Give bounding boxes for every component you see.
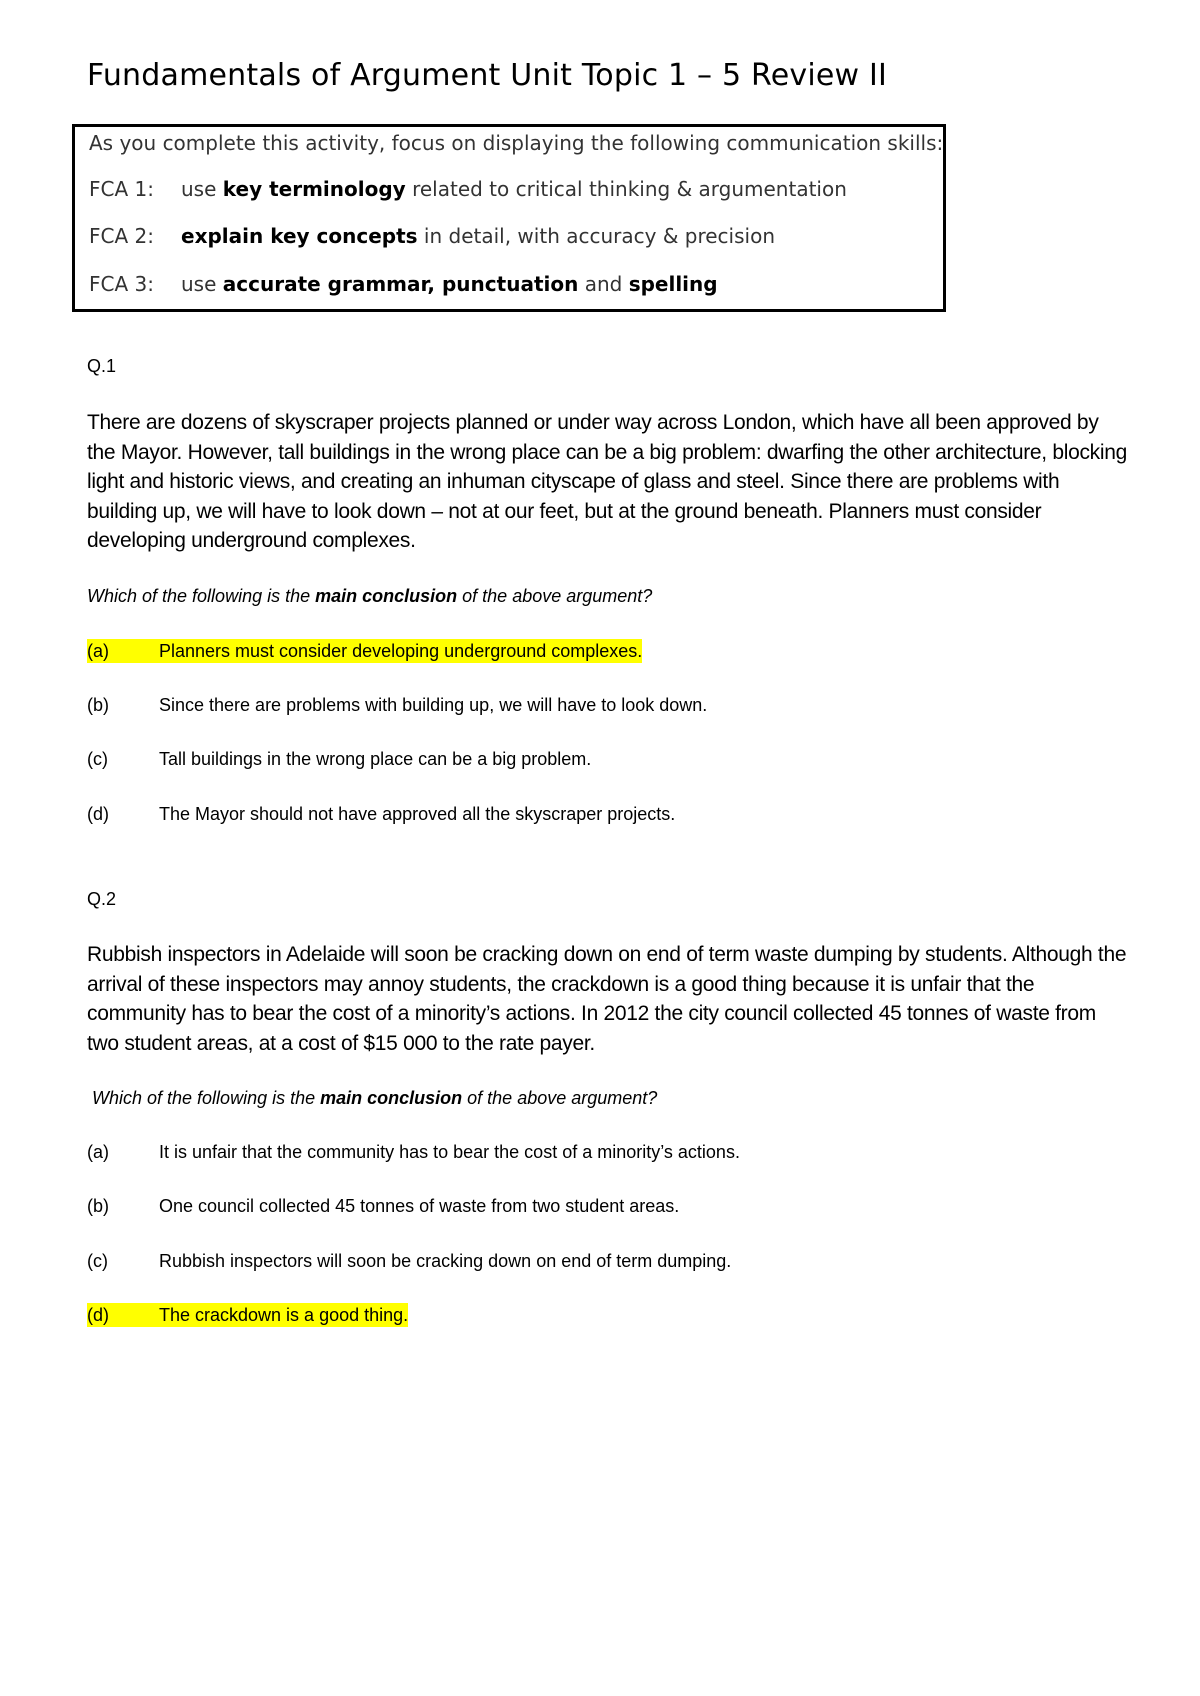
question-1-option-a [87,641,642,662]
prompt-emphasis: main conclusion [320,1088,463,1108]
question-1-label: Q.1 [87,356,117,376]
question-1-prompt [87,586,652,607]
option-letter: (a) [87,641,109,661]
question-2-passage: Rubbish inspectors in Adelaide will soon be cracking down on end of term waste dumping by students. Although the arrival of these inspectors may annoy students, the crackdown is a good thing because it is unfair that the community has to bear the cost of a minority’s actions. In 2012 the city council collected 45 tonnes of waste from two student areas, at a cost of $15 000 to the rate payer. [87,943,1127,1055]
highlighted-answer [87,1303,408,1327]
prompt-emphasis: main conclusion [315,586,458,606]
prompt-text: of the above argument? [462,1088,658,1108]
option-letter: (c) [87,1251,108,1271]
option-text: The Mayor should not have approved all the skyscraper projects. [159,804,676,824]
skills-box [72,124,946,312]
skill-code: FCA 3: [89,272,154,296]
option-letter: (d) [87,1305,109,1325]
option-text: It is unfair that the community has to bear the cost of a minority’s actions. [159,1142,740,1162]
question-2-prompt [92,1088,657,1109]
page-title: Fundamentals of Argument Unit Topic 1 – 5 Review II [87,58,888,93]
skill-keyword: key terminology [222,177,406,201]
option-text: Tall buildings in the wrong place can be a big problem. [159,749,592,769]
question-2-option-a [87,1142,740,1163]
skill-row-fca3 [89,272,718,296]
skill-text: in detail, with accuracy & precision [417,224,775,248]
skill-text: use [181,272,223,296]
option-letter: (c) [87,749,108,769]
skill-text: use [181,177,223,201]
question-2-option-d [87,1305,408,1326]
option-text: The crackdown is a good thing. [159,1305,409,1325]
highlighted-answer [87,639,642,663]
skill-text: related to critical thinking & argumentation [405,177,847,201]
skill-keyword: spelling [628,272,718,296]
skill-row-fca1 [89,177,847,201]
skill-keyword: explain key concepts [181,224,418,248]
option-letter: (b) [87,1196,109,1216]
question-1-option-c [87,749,591,770]
option-text: One council collected 45 tonnes of waste from two student areas. [159,1196,680,1216]
option-letter: (b) [87,695,109,715]
question-2-option-c [87,1251,731,1272]
option-text: Planners must consider developing underground complexes. [159,641,643,661]
question-1-option-d [87,804,675,825]
question-1-passage: There are dozens of skyscraper projects planned or under way across London, which have all been approved by the Mayor. However, tall buildings in the wrong place can be a big problem: dwarfing the other architecture, blocking light and historic views, and creating an inhuman cityscape of glass and steel. Since there are problems with building up, we will have to look down – not at our feet, but at the ground beneath. Planners must consider developing underground complexes. [87,411,1128,552]
skill-text: and [578,272,629,296]
skill-code: FCA 1: [89,177,154,201]
option-text: Since there are problems with building up, we will have to look down. [159,695,708,715]
prompt-text: Which of the following is the [87,586,316,606]
option-letter: (d) [87,804,109,824]
option-letter: (a) [87,1142,109,1162]
option-text: Rubbish inspectors will soon be cracking down on end of term dumping. [159,1251,732,1271]
skills-intro: As you complete this activity, focus on displaying the following communication skills: [89,131,944,155]
prompt-text: Which of the following is the [92,1088,321,1108]
question-1-option-b [87,695,707,716]
question-2-label: Q.2 [87,889,117,909]
skill-keyword: accurate grammar, punctuation [222,272,579,296]
skill-row-fca2 [89,224,775,248]
question-2-option-b [87,1196,679,1217]
prompt-text: of the above argument? [457,586,653,606]
skill-code: FCA 2: [89,224,154,248]
